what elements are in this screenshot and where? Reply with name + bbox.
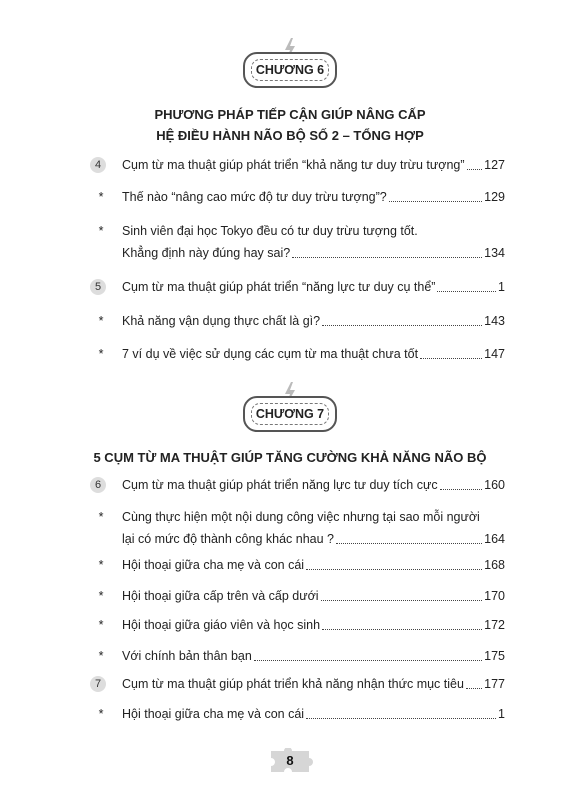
page-ref: 134	[484, 246, 505, 260]
chapter-7-badge-area	[0, 382, 580, 442]
bullet-marker: *	[98, 707, 104, 721]
page-ref: 1	[498, 280, 505, 294]
page-ref: 147	[484, 347, 505, 361]
chapter-badge	[243, 52, 337, 88]
toc-entry[interactable]	[100, 343, 505, 365]
chapter-6-badge-area	[0, 38, 580, 98]
entry-text: Với chính bản thân bạn	[122, 649, 252, 663]
page-ref: 1	[498, 707, 505, 721]
dot-leader	[336, 543, 482, 544]
entry-text-line1: Cùng thực hiện một nội dung công việc nhưng tại sao mỗi người	[122, 510, 480, 524]
dot-leader	[254, 660, 482, 661]
chapter-title-line: 5 CỤM TỪ MA THUẬT GIÚP TĂNG CƯỜNG KHẢ NĂNG NÃO BỘ	[93, 450, 487, 465]
toc-entry[interactable]	[100, 645, 505, 667]
entry-text: Hội thoại giữa cha mẹ và con cái	[122, 558, 305, 572]
page-ref: 143	[484, 314, 505, 328]
entry-text: Khả năng vận dụng thực chất là gì?	[122, 314, 321, 328]
toc-entry[interactable]	[100, 554, 505, 576]
bullet-marker: *	[98, 347, 104, 361]
bullet-marker: *	[98, 589, 104, 603]
dot-leader	[420, 358, 482, 359]
chapter-badge-label: CHƯƠNG 7	[251, 403, 329, 425]
dot-leader	[467, 169, 483, 170]
section-number: 4	[90, 157, 106, 173]
chapter-badge	[243, 396, 337, 432]
entry-text: Thế nào “nâng cao mức độ tư duy trừu tượng”?	[122, 190, 387, 204]
entry-text: Hội thoại giữa cha mẹ và con cái	[122, 707, 305, 721]
entry-text: Hội thoại giữa cấp trên và cấp dưới	[122, 589, 319, 603]
bullet-marker: *	[98, 190, 104, 204]
toc-entry[interactable]	[100, 310, 505, 332]
dot-leader	[322, 629, 482, 630]
dot-leader	[322, 325, 482, 326]
entry-text: Cụm từ ma thuật giúp phát triển khả năng nhận thức mục tiêu	[122, 677, 464, 691]
page-number-area	[265, 748, 315, 774]
entry-text-line1: Sinh viên đại học Tokyo đều có tư duy trừu tượng tốt.	[122, 224, 418, 238]
bullet-marker: *	[98, 224, 104, 238]
dot-leader	[292, 257, 482, 258]
section-number: 5	[90, 279, 106, 295]
bullet-marker: *	[98, 618, 104, 632]
page-ref: 175	[484, 649, 505, 663]
page-ref: 164	[484, 532, 505, 546]
toc-entry[interactable]	[100, 703, 505, 725]
chapter-title-line: PHƯƠNG PHÁP TIẾP CẬN GIÚP NÂNG CẤP	[154, 107, 426, 122]
bullet-marker: *	[98, 649, 104, 663]
bullet-marker: *	[98, 510, 104, 524]
bullet-marker: *	[98, 314, 104, 328]
toc-entry[interactable]	[100, 506, 505, 550]
dot-leader	[321, 600, 483, 601]
toc-entry[interactable]	[100, 585, 505, 607]
toc-entry[interactable]	[94, 673, 505, 695]
entry-text: lại có mức độ thành công khác nhau ?	[122, 532, 334, 546]
page-ref: 129	[484, 190, 505, 204]
entry-text: Khẳng định này đúng hay sai?	[122, 246, 291, 260]
entry-text: Cụm từ ma thuật giúp phát triển năng lực tư duy tích cực	[122, 478, 438, 492]
page-ref: 177	[484, 677, 505, 691]
section-number: 7	[90, 676, 106, 692]
dot-leader	[440, 489, 483, 490]
dot-leader	[306, 718, 496, 719]
toc-entry[interactable]	[94, 276, 505, 298]
dot-leader	[437, 291, 496, 292]
section-number: 6	[90, 477, 106, 493]
page-number: 8	[286, 753, 294, 768]
page-ref: 170	[484, 589, 505, 603]
toc-entry[interactable]	[100, 614, 505, 636]
page-ref: 168	[484, 558, 505, 572]
dot-leader	[466, 688, 482, 689]
chapter-title	[0, 104, 580, 146]
entry-text: 7 ví dụ về việc sử dụng các cụm từ ma thuật chưa tốt	[122, 347, 419, 361]
page-ref: 127	[484, 158, 505, 172]
page-ref: 172	[484, 618, 505, 632]
chapter-badge-label: CHƯƠNG 6	[251, 59, 329, 81]
entry-text: Hội thoại giữa giáo viên và học sinh	[122, 618, 321, 632]
toc-entry[interactable]	[94, 154, 505, 176]
entry-text: Cụm từ ma thuật giúp phát triển “năng lực tư duy cụ thể”	[122, 280, 436, 294]
page-ref: 160	[484, 478, 505, 492]
dot-leader	[389, 201, 482, 202]
toc-entry[interactable]	[100, 220, 505, 264]
dot-leader	[306, 569, 482, 570]
chapter-title	[0, 447, 580, 468]
bullet-marker: *	[98, 558, 104, 572]
toc-entry[interactable]	[100, 186, 505, 208]
toc-entry[interactable]	[94, 474, 505, 496]
entry-text: Cụm từ ma thuật giúp phát triển “khả năng tư duy trừu tượng”	[122, 158, 465, 172]
chapter-title-line: HỆ ĐIỀU HÀNH NÃO BỘ SỐ 2 – TỔNG HỢP	[156, 128, 424, 143]
